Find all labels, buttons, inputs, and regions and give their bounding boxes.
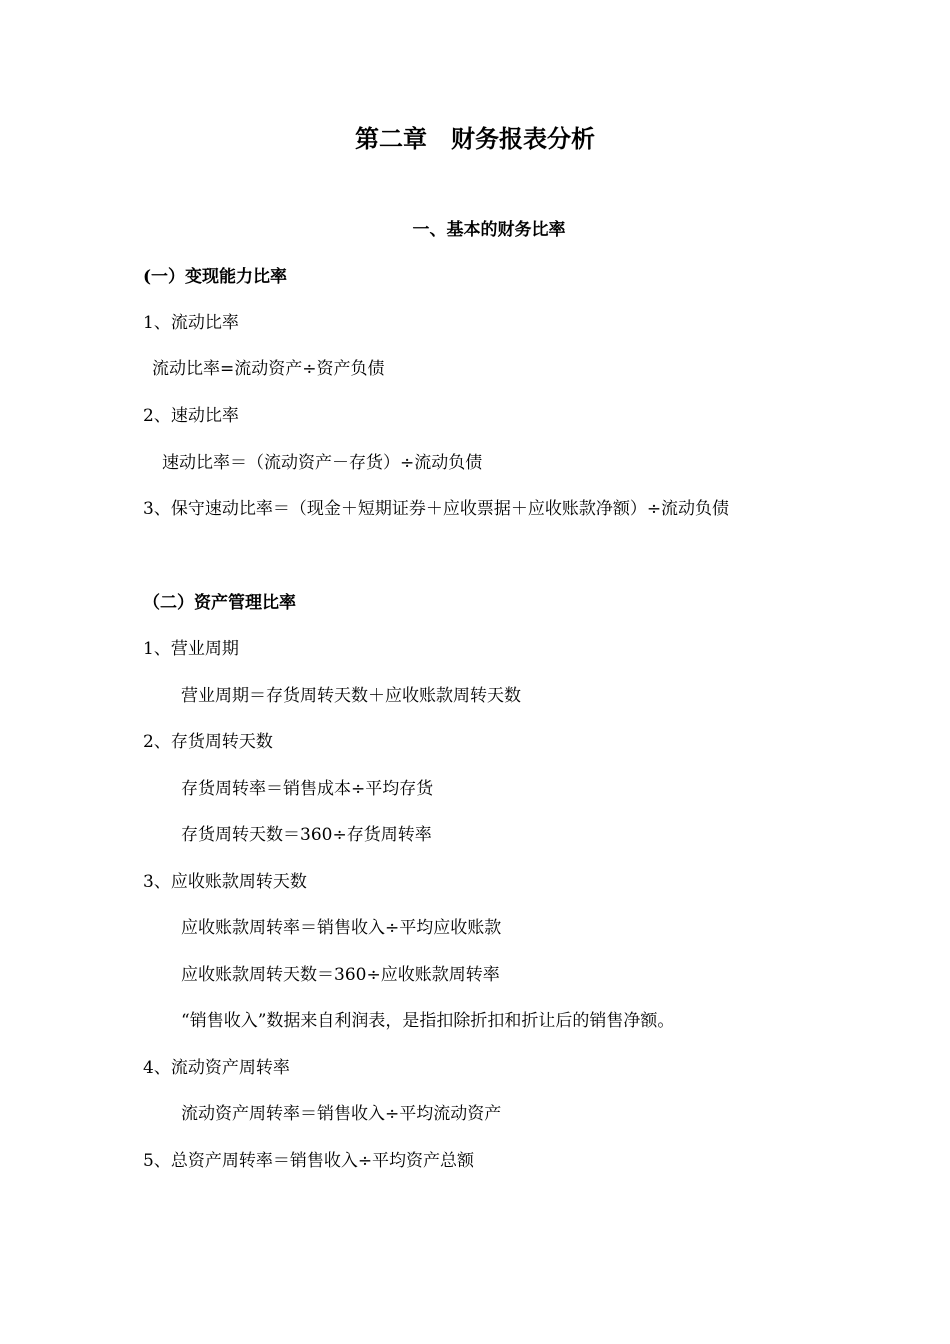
formula-quick-ratio: 速动比率＝（流动资产－存货）÷流动负债 [162,453,483,473]
formula-current-asset-turnover: 流动资产周转率＝销售收入÷平均流动资产 [181,1104,502,1124]
formula-receivable-turnover: 应收账款周转率＝销售收入÷平均应收账款 [181,918,502,938]
formula-operating-cycle: 营业周期＝存货周转天数＋应收账款周转天数 [181,686,521,706]
note-sales-revenue: “销售收入”数据来自利润表，是指扣除折扣和折让后的销售净额。 [181,1011,675,1031]
part1-heading: (一）变现能力比率 [143,267,288,287]
formula-current-ratio: 流动比率=流动资产÷资产负债 [152,359,385,379]
item-quick-ratio: 2、速动比率 [143,406,239,426]
part2-heading: （二）资产管理比率 [143,593,296,613]
chapter-title: 第二章 财务报表分析 [355,124,595,153]
item-conservative-quick-ratio: 3、保守速动比率＝（现金＋短期证券＋应收票据＋应收账款净额）÷流动负债 [143,499,730,519]
section-heading: 一、基本的财务比率 [412,220,566,240]
item-current-asset-turnover: 4、流动资产周转率 [143,1058,290,1078]
item-current-ratio: 1、流动比率 [143,313,239,333]
item-inventory-days: 2、存货周转天数 [143,732,273,752]
item-total-asset-turnover: 5、总资产周转率＝销售收入÷平均资产总额 [143,1151,475,1171]
formula-inventory-turnover: 存货周转率＝销售成本÷平均存货 [181,779,434,799]
item-operating-cycle: 1、营业周期 [143,639,239,659]
formula-receivable-days: 应收账款周转天数＝360÷应收账款周转率 [181,965,500,985]
item-receivable-days: 3、应收账款周转天数 [143,872,307,892]
formula-inventory-days: 存货周转天数＝360÷存货周转率 [181,825,432,845]
